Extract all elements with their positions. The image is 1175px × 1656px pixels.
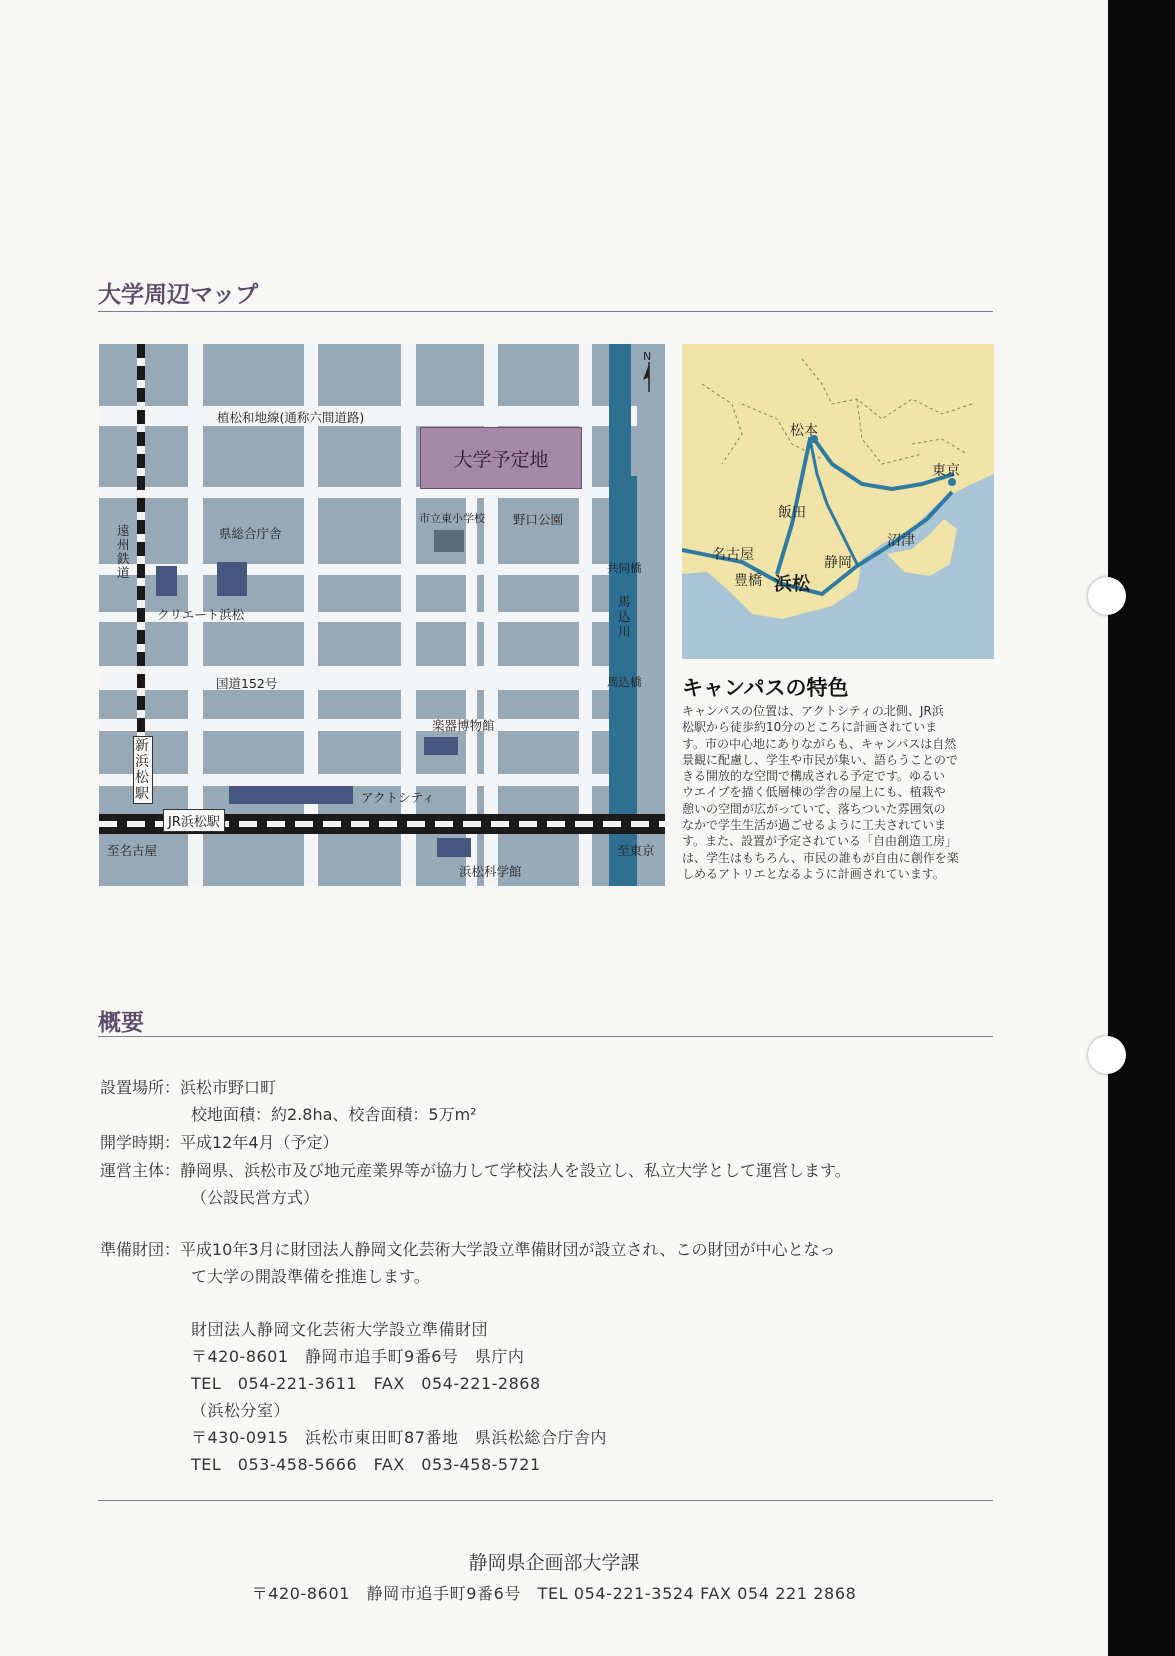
overview-section-title: 概要 <box>98 1010 144 1036</box>
operator-line: 運営主体：静岡県、浜松市及び地元産業界等が協力して学校法人を設立し、私立大学として運営します。 <box>100 1161 851 1180</box>
binder-hole <box>1088 1036 1126 1074</box>
footer-divider <box>98 1500 993 1501</box>
footer-address: 〒420-8601 静岡市追手町9番6号 TEL 054-221-3524 FAX 054 221 2868 <box>251 1584 857 1603</box>
footer-organization: 静岡県企画部大学課 <box>468 1552 640 1574</box>
museum-label: 楽器博物館 <box>432 718 495 733</box>
magome-bridge-label: 馬込橋 <box>607 675 642 689</box>
features-line: 景観に配慮し、学生や市民が集い、語らうことので <box>682 752 959 767</box>
magome-river <box>609 344 631 476</box>
science-museum-building <box>437 838 471 857</box>
operator-note: （公設民営方式） <box>191 1188 320 1207</box>
location-line: 設置場所：浜松市野口町 <box>100 1078 277 1097</box>
enshu-rail-label: 遠州鉄道 <box>117 523 130 580</box>
city-hamamatsu: 浜松 <box>774 574 810 595</box>
road-label: 植松和地線(通称六間道路) <box>217 410 365 425</box>
binder-hole <box>1088 577 1126 615</box>
features-text <box>682 703 997 882</box>
pref-office-label: 県総合庁舎 <box>219 526 282 541</box>
features-line: ウエイブを描く低層棟の学舎の屋上にも、植栽や <box>682 785 946 800</box>
city-nagoya: 名古屋 <box>712 547 754 563</box>
area-map <box>99 344 665 886</box>
school-label: 市立東小学校 <box>419 512 485 525</box>
riverbank <box>637 344 665 886</box>
contact-address: 〒420-8601 静岡市追手町9番6号 県庁内 <box>191 1347 525 1366</box>
section-divider <box>98 311 993 312</box>
road <box>579 344 592 886</box>
north-label: N <box>643 350 652 363</box>
features-line: は、学生はもちろん、市民の誰もが自由に創作を楽 <box>682 850 959 865</box>
city-matsumoto: 松本 <box>790 423 818 439</box>
features-line: しめるアトリエとなるように計画されています。 <box>682 866 945 881</box>
kyodo-bridge-label: 共同橋 <box>607 561 642 575</box>
create-label: クリエート浜松 <box>157 607 245 622</box>
features-title: キャンパスの特色 <box>682 676 849 700</box>
act-city-label: アクトシティ <box>361 790 435 805</box>
jr-station-label: JR浜松駅 <box>163 809 225 832</box>
branch-label: （浜松分室） <box>191 1401 291 1420</box>
branch-phone: TEL 053-458-5666 FAX 053-458-5721 <box>191 1455 541 1474</box>
foundation-line-1: 準備財団：平成10年3月に財団法人静岡文化芸術大学設立準備財団が設立され、この財団が中心となっ <box>100 1240 836 1259</box>
science-museum-label: 浜松科学館 <box>459 864 522 879</box>
museum-building <box>424 737 458 755</box>
features-line: なかで学生生活が過ごせるように工夫されていま <box>682 818 947 833</box>
area-line: 校地面積：約2.8ha、校舎面積：5万m² <box>191 1105 477 1124</box>
park-label: 野口公園 <box>513 512 564 527</box>
region-inset-map <box>682 344 994 659</box>
features-line: キャンパスの位置は、アクトシティの北側、JR浜 <box>682 704 944 718</box>
route152-label: 国道152号 <box>216 676 278 691</box>
city-numazu: 沼津 <box>887 533 915 549</box>
contact-phone: TEL 054-221-3611 FAX 054-221-2868 <box>191 1374 541 1393</box>
campus-site-label: 大学予定地 <box>453 448 549 471</box>
city-iida: 飯田 <box>778 505 806 521</box>
opening-line: 開学時期：平成12年4月（予定） <box>100 1133 339 1152</box>
to-nagoya-label: 至名古屋 <box>107 843 158 858</box>
river-label: 馬込川 <box>618 594 631 639</box>
shin-hamamatsu-label: 新浜松駅 <box>133 736 153 804</box>
act-city-building <box>229 786 353 804</box>
city-shizuoka: 静岡 <box>824 555 852 571</box>
section-divider <box>98 1036 993 1037</box>
features-line: きる開放的な空間で構成される予定です。ゆるい <box>682 769 946 784</box>
to-tokyo-label: 至東京 <box>617 843 655 858</box>
contact-name: 財団法人静岡文化芸術大学設立準備財団 <box>191 1320 489 1339</box>
city-toyohashi: 豊橋 <box>734 573 762 589</box>
create-building <box>156 566 177 596</box>
features-line: 憩いの空間が広がっていて、落ちついた雰囲気の <box>682 801 946 816</box>
campus-site <box>420 427 582 489</box>
region-map-graphic <box>682 344 994 659</box>
pref-office-building <box>217 562 247 596</box>
school-building <box>434 530 464 552</box>
map-section-title: 大学周辺マップ <box>98 282 259 308</box>
enshu-railway <box>137 344 145 784</box>
features-line: す。市の中心地にありながらも、キャンパスは自然 <box>682 736 957 751</box>
road <box>484 344 498 886</box>
city-tokyo: 東京 <box>932 463 960 479</box>
branch-address: 〒430-0915 浜松市東田町87番地 県浜松総合庁舎内 <box>191 1428 607 1447</box>
north-arrow-icon <box>639 362 659 392</box>
features-line: 松駅から徒歩約10分のところに計画されていま <box>682 720 938 735</box>
features-line: す。また、設置が予定されている「自由創造工房」 <box>682 834 958 849</box>
foundation-line-2: て大学の開設準備を推進します。 <box>191 1267 430 1286</box>
scan-edge <box>1108 0 1175 1656</box>
